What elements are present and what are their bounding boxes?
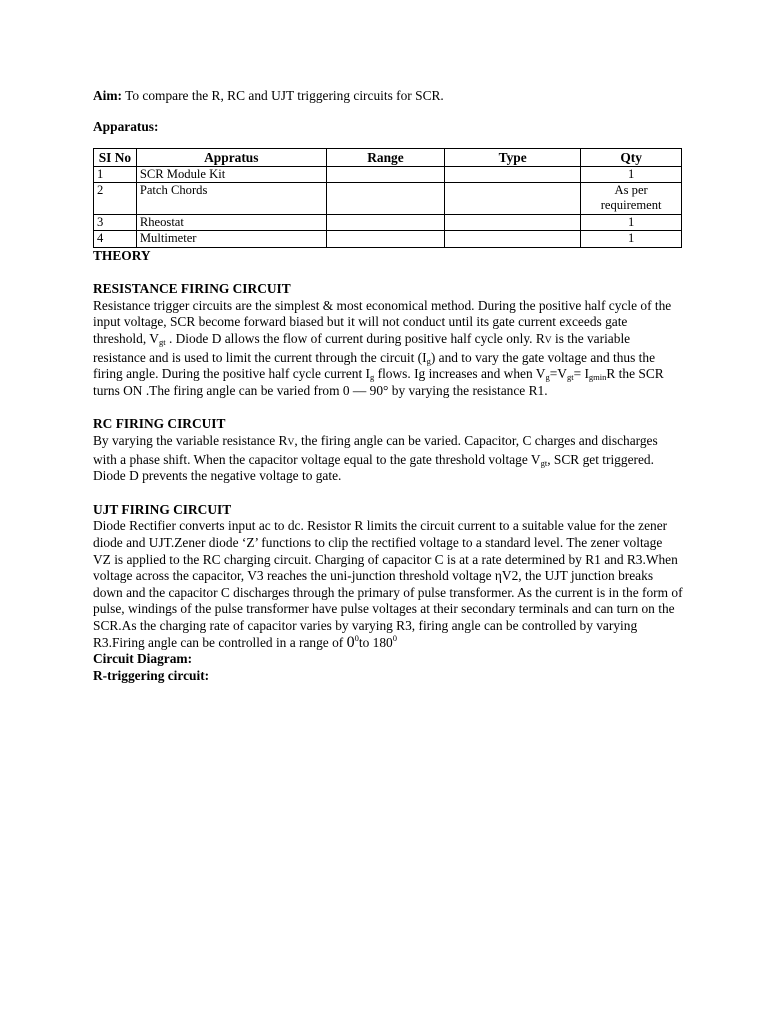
resistance-heading: RESISTANCE FIRING CIRCUIT [93, 281, 291, 297]
cell-qty: As per requirement [581, 183, 682, 215]
text-run: Diode Rectifier converts input ac to dc. Resistor R limits the circuit current to a suitable value for the zener diode and UJT.Zener diode ‘Z’ functions to clip the rectified voltage to a standard level. The zener voltage VZ is applied to the RC charging circuit. Charging of capacitor C is at a rate determined by R1 and R3.When voltage across the capacitor, V3 reaches the uni-junction threshold voltage ηV2, the UJT junction breaks down and the capacitor C discharges through the primary of pulse transformer. As the current is in the form of pulse, windings of the pulse transformer have pulse voltages at their secondary terminals and can turn on the SCR.As the charging rate of capacitor varies by varying R3, firing angle can be controlled by varying R3.Firing angle can be controlled in a range of [93, 518, 683, 650]
header-type: Type [445, 149, 581, 166]
header-range: Range [326, 149, 444, 166]
apparatus-table [93, 148, 682, 247]
text-run: . Diode D allows the flow of current during positive half cycle only. R [165, 331, 545, 346]
ujt-paragraph [93, 518, 683, 651]
superscript: 0 [354, 632, 359, 643]
rc-paragraph [93, 433, 683, 485]
table-row [94, 231, 682, 247]
table-header-row [94, 149, 682, 166]
text-run: =V [549, 366, 567, 382]
cell-item: SCR Module Kit [136, 166, 326, 182]
cell-sl: 4 [94, 231, 137, 247]
cell-qty: 1 [581, 166, 682, 182]
text-run: Resistance trigger circuits are the simplest & most economical method. During the positive half cycle of the input voltage, SCR become forward biased but it will not conduct until its gate current exceeds gate threshold, V [93, 297, 672, 346]
subscript: gt [566, 372, 574, 383]
text-run: , SCR get triggered. Diode D prevents the negative voltage to gate. [93, 451, 654, 484]
cell-qty: 1 [581, 231, 682, 247]
text-run: R the SCR turns ON .The firing angle can be varied from 0 — 90° by varying the resistance R1. [93, 366, 664, 398]
document-page [93, 88, 683, 684]
cell-item: Multimeter [136, 231, 326, 247]
subscript: gt [158, 337, 166, 347]
table-row [94, 166, 682, 182]
circuit-diagram-heading: Circuit Diagram: [93, 651, 193, 667]
ujt-heading: UJT FIRING CIRCUIT [93, 501, 232, 517]
text-run: = I [573, 366, 589, 382]
small-text: V [287, 437, 295, 448]
small-text: V [544, 336, 552, 346]
header-apparatus: Appratus [136, 149, 326, 166]
cell-range [326, 214, 444, 230]
cell-qty: 1 [581, 214, 682, 230]
subscript: gt [540, 457, 548, 468]
subscript: g [426, 355, 431, 366]
cell-range [326, 166, 444, 182]
text-run: to 180 [358, 634, 393, 650]
cell-range [326, 231, 444, 247]
table-row [94, 183, 682, 215]
cell-type [445, 166, 581, 182]
superscript: 0 [392, 632, 397, 643]
cell-range [326, 183, 444, 215]
subscript: g [370, 372, 375, 383]
subscript: gmin [588, 372, 607, 383]
cell-sl: 1 [94, 166, 137, 182]
cell-sl: 2 [94, 183, 137, 215]
cell-type [445, 183, 581, 215]
large-zero: 0 [346, 633, 355, 651]
cell-type [445, 214, 581, 230]
aim-paragraph [93, 88, 683, 105]
cell-item: Patch Chords [136, 183, 326, 215]
header-sl-no: SI No [94, 149, 137, 166]
cell-item: Rheostat [136, 214, 326, 230]
r-triggering-heading: R-triggering circuit: [93, 667, 210, 683]
text-run: is the variable resistance and is used to limit the current through the circuit (I [93, 331, 631, 365]
aim-label: Aim: [93, 88, 123, 103]
table-row [94, 214, 682, 230]
apparatus-heading: Apparatus: [93, 118, 159, 134]
theory-heading: THEORY [93, 247, 151, 263]
cell-sl: 3 [94, 214, 137, 230]
text-run: By varying the variable resistance R [93, 432, 288, 448]
header-qty: Qty [581, 149, 682, 166]
text-run: ) and to vary the gate voltage and thus the firing angle. During the positive half cycle current I [93, 349, 656, 382]
subscript: g [545, 372, 550, 383]
rc-heading: RC FIRING CIRCUIT [93, 416, 226, 432]
aim-text: To compare the R, RC and UJT triggering circuits for SCR. [122, 88, 444, 103]
resistance-paragraph [93, 298, 683, 400]
text-run: flows. Ig increases and when V [374, 366, 546, 382]
cell-type [445, 231, 581, 247]
text-run: , the firing angle can be varied. Capacitor, C charges and discharges with a phase shift. When the capacitor voltage equal to the gate threshold voltage V [93, 432, 658, 467]
